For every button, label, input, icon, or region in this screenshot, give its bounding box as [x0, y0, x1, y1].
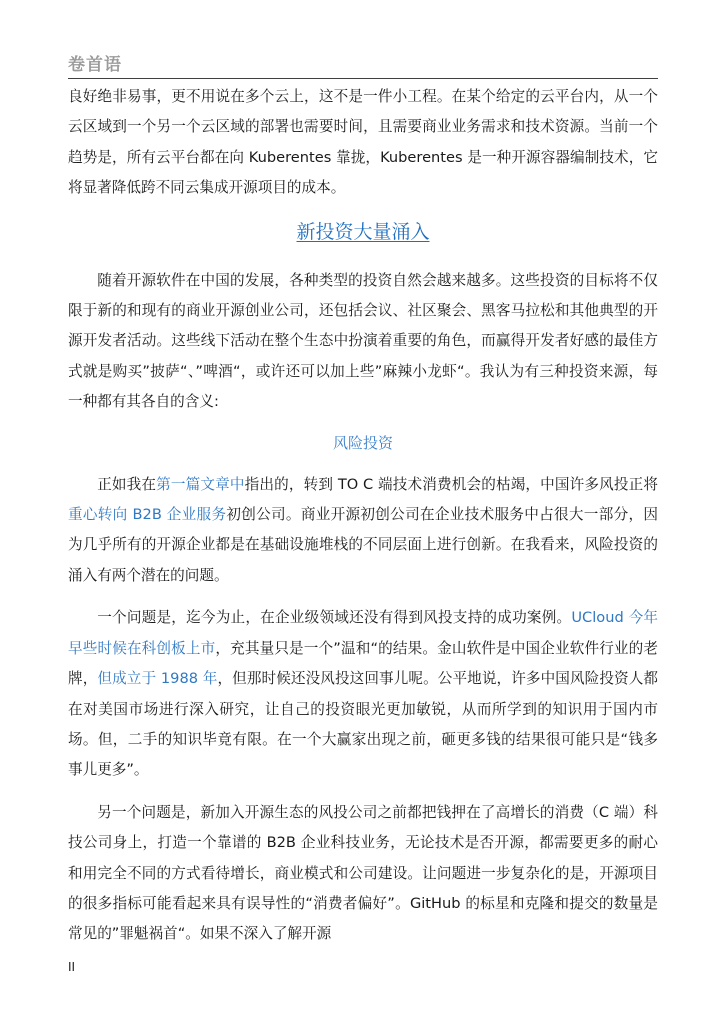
text-run: ，但那时候还没风投这回事儿呢。公平地说，许多中国风险投资人都在对美国市场进行深入研究，让自己的投资眼光更加敏锐，从而所学到的知识用于国内市场。但，二手的知识毕竟有限。在一个大赢家出现之前，砸更多钱的结果很可能只是“钱多事儿更多”。	[68, 670, 658, 779]
text-run: 正如我在	[97, 475, 157, 493]
page-number: II	[68, 960, 76, 974]
subsection-heading: 风险投资	[332, 433, 393, 452]
running-header: 卷首语	[68, 55, 122, 75]
header-divider	[68, 78, 658, 79]
page-content	[68, 82, 658, 950]
b2b-shift-link[interactable]: 重心转向 B2B 企业服务	[68, 506, 227, 524]
kingsoft-founded-link[interactable]: 但成立于 1988 年	[97, 670, 218, 688]
ucloud-ipo-link[interactable]: UCloud 今年早些时候在科创板上市	[68, 609, 658, 657]
vc-paragraph-1	[68, 470, 658, 592]
intro-paragraph: 良好绝非易事，更不用说在多个云上，这不是一件小工程。在某个给定的云平台内，从一个云区域到一个另一个云区域的部署也需要时间，且需要商业业务需求和技术资源。当前一个趋势是，所有云平台都在向 Kuberentes 靠拢，Kuberentes 是一种开源容器编制技术，它将显著降低跨不同云集成开源项目的成本。	[68, 88, 658, 197]
section-heading-text[interactable]: 新投资大量涌入	[296, 220, 430, 243]
first-article-link[interactable]: 第一篇文章中	[156, 475, 245, 493]
vc-paragraph-3: 另一个问题是，新加入开源生态的风投公司之前都把钱押在了高增长的消费（C 端）科技公司身上，打造一个靠谱的 B2B 企业科技业务，无论技术是否开源，都需要更多的耐心和用完全不同的方式看待增长，商业模式和公司建设。让问题进一步复杂化的是，开源项目的很多指标可能看起来具有误导性的“消费者偏好”。GitHub 的标星和克隆和提交的数量是常见的”罪魁祸首“。如果不深入了解开源	[68, 803, 658, 943]
paragraph-gap	[68, 591, 658, 603]
section-paragraph: 随着开源软件在中国的发展，各种类型的投资自然会越来越多。这些投资的目标将不仅限于新的和现有的商业开源创业公司，还包括会议、社区聚会、黑客马拉松和其他典型的开源开发者活动。这些线下活动在整个生态中扮演着重要的角色，而赢得开发者好感的最佳方式就是购买”披萨“、”啤酒“，或许还可以加上些”麻辣小龙虾“。我认为有三种投资来源，每一种都有其各自的含义:	[68, 271, 658, 411]
paragraph-gap	[68, 786, 658, 798]
text-run: ，充其量只是一个”温和“的结果。金山软件是中国企业软件行业的老牌，	[68, 639, 658, 688]
text-run: 一个问题是，迄今为止，在企业级领域还没有得到风投支持的成功案例。	[97, 609, 572, 627]
section-heading[interactable]	[68, 218, 658, 246]
text-run: 初创公司。商业开源初创公司在企业技术服务中占很大一部分，因为几乎所有的开源企业都是在基础设施堆栈的不同层面上进行创新。在我看来，风险投资的涌入有两个潜在的问题。	[68, 506, 658, 584]
vc-paragraph-2	[68, 603, 658, 785]
text-run: 指出的，转到 TO C 端技术消费机会的枯竭，中国许多风投正将	[244, 475, 658, 493]
